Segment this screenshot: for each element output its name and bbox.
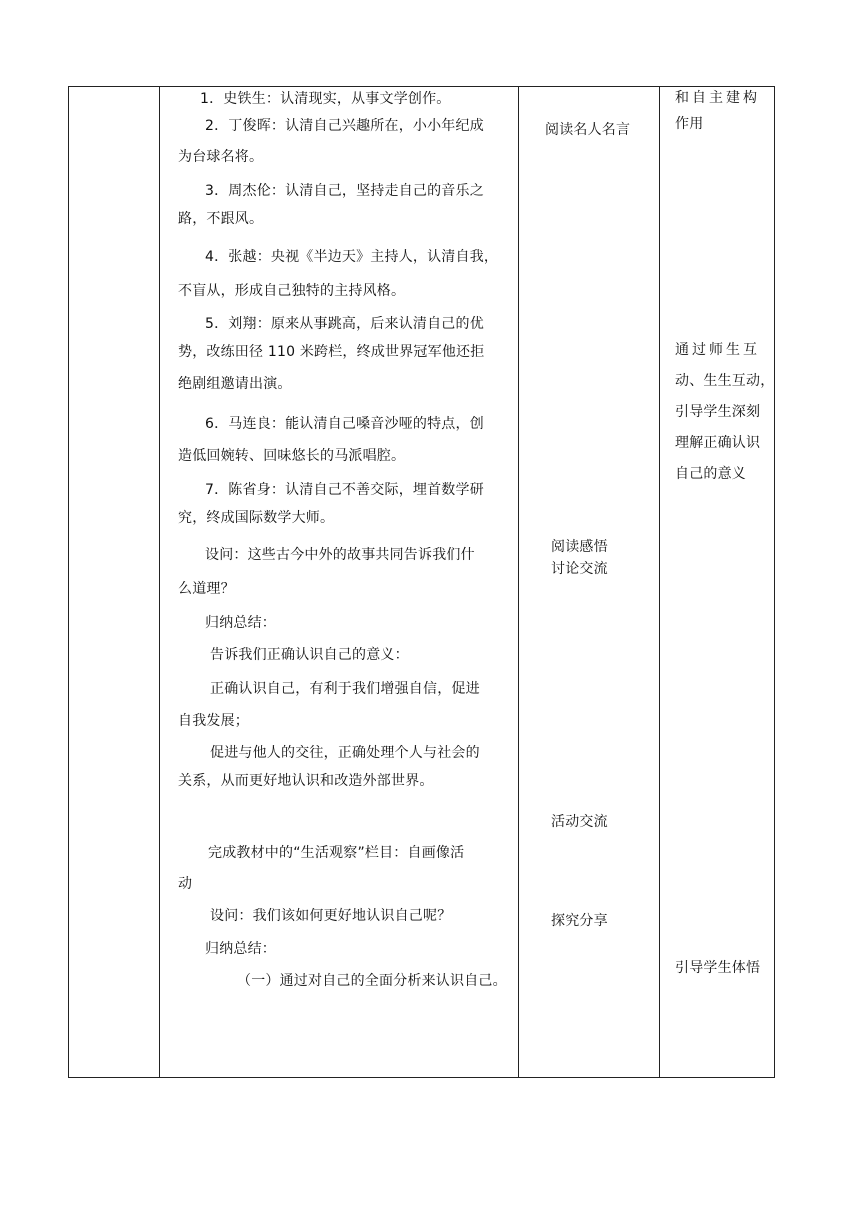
text-line: 动 (178, 876, 193, 892)
activity-item: 讨论交流 (551, 561, 608, 577)
text-line: 关系，从而更好地认识和改造外部世界。 (178, 773, 434, 789)
text-line: 自我发展； (178, 713, 249, 729)
text-line: 绝剧组邀请出演。 (178, 376, 292, 392)
text-line: 归纳总结： (205, 941, 276, 957)
text-line: 3．周杰伦：认清自己，坚持走自己的音乐之 (205, 183, 484, 199)
text-line: 归纳总结： (205, 615, 276, 631)
activity-item: 探究分享 (551, 913, 608, 929)
activity-item: 阅读名人名言 (545, 122, 631, 138)
column-divider (159, 86, 160, 1078)
intent-line: 通过师生互 (675, 342, 760, 358)
intent-line: 自己的意义 (675, 466, 746, 482)
column-divider (518, 86, 519, 1078)
text-line: 完成教材中的“生活观察”栏目：自画像活 (208, 845, 465, 861)
text-line: 路，不跟风。 (178, 211, 264, 227)
text-line: 么道理？ (178, 581, 235, 597)
text-line: 5．刘翔：原来从事跳高，后来认清自己的优 (205, 316, 484, 332)
activity-item: 活动交流 (551, 814, 608, 830)
text-line: 7．陈省身：认清自己不善交际，埋首数学研 (205, 482, 484, 498)
text-line: 告诉我们正确认识自己的意义： (210, 647, 409, 663)
intent-line: 引导学生深刻 (675, 404, 761, 420)
text-line: 设问：我们该如何更好地认识自己呢？ (210, 908, 452, 924)
intent-line: 引导学生体悟 (675, 960, 761, 976)
text-line: 究，终成国际数学大师。 (178, 510, 335, 526)
column-divider (659, 86, 660, 1078)
text-line: 1．史铁生：认清现实，从事文学创作。 (200, 91, 451, 107)
intent-line: 和自主建构 (675, 90, 760, 106)
text-line: （一）通过对自己的全面分析来认识自己。 (237, 973, 507, 989)
text-line: 2．丁俊晖：认清自己兴趣所在，小小年纪成 (205, 118, 484, 134)
text-line: 为台球名将。 (178, 149, 264, 165)
text-line: 促进与他人的交往，正确处理个人与社会的 (210, 745, 480, 761)
activity-item: 阅读感悟 (551, 539, 608, 555)
lesson-table (68, 86, 775, 1078)
intent-line: 作用 (675, 116, 704, 132)
text-line: 造低回婉转、回味悠长的马派唱腔。 (178, 448, 406, 464)
text-line: 设问：这些古今中外的故事共同告诉我们什 (205, 547, 475, 563)
text-line: 正确认识自己，有利于我们增强自信，促进 (210, 681, 480, 697)
text-line: 6．马连良：能认清自己嗓音沙哑的特点，创 (205, 416, 484, 432)
intent-line: 理解正确认识 (675, 435, 761, 451)
intent-line: 动、生生互动， (675, 373, 775, 389)
text-line: 势，改练田径 110 米跨栏，终成世界冠军他还拒 (178, 344, 485, 360)
text-line: 4．张越：央视《半边天》主持人，认清自我， (205, 249, 499, 265)
text-line: 不盲从，形成自己独特的主持风格。 (178, 283, 406, 299)
